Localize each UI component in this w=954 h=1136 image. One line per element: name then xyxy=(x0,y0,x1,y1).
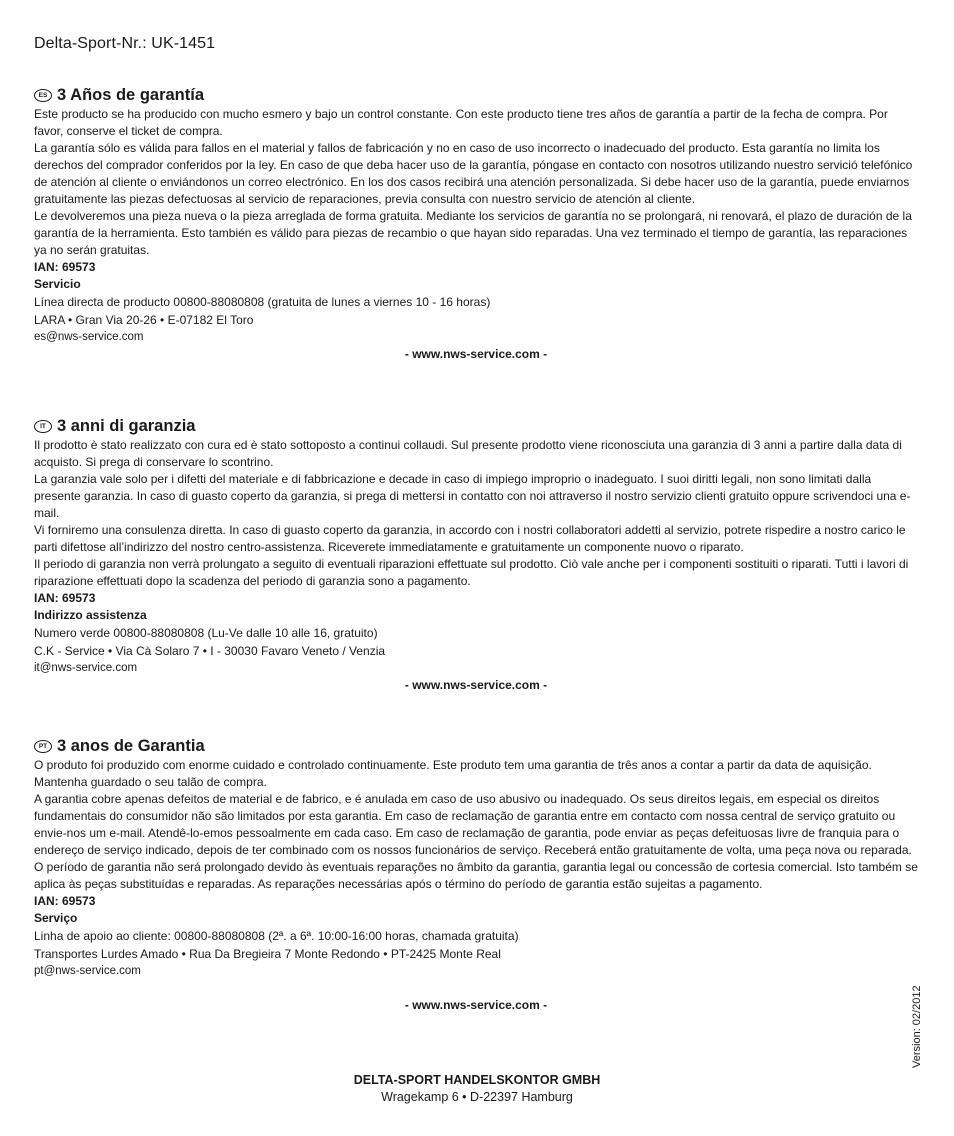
service-website-link[interactable]: - www.nws-service.com - xyxy=(404,678,548,692)
country-flag-icon: IT xyxy=(34,420,52,433)
service-address: Transportes Lurdes Amado • Rua Da Bregieira 7 Monte Redondo • PT-2425 Monte Real xyxy=(34,947,501,961)
section-heading xyxy=(34,415,918,437)
section-heading xyxy=(34,84,918,106)
section-heading xyxy=(34,735,918,757)
ian-number: IAN: 69573 xyxy=(34,260,96,274)
service-heading: Servicio xyxy=(34,277,81,291)
warranty-paragraph: Il prodotto è stato realizzato con cura ed è stato sottoposto a continui collaudi. Sul presente prodotto viene riconosciuta una garanzia di 3 anni a partire dalla data di acquisto. Si prega di conservare lo scontrino. xyxy=(34,438,902,469)
warranty-paragraph: Le devolveremos una pieza nueva o la pieza arreglada de forma gratuita. Mediante los servicios de garantía no se prolongará, ni renovará, el plazo de duración de la garantía de la herramienta. Esto también es válido para piezas de recambio o que hayan sido reparadas. Una vez terminado el tiempo de garantía, las reparaciones ya no serán gratuitas. xyxy=(34,209,912,257)
warranty-section-pt xyxy=(34,735,918,1014)
warranty-paragraph: O produto foi produzido com enorme cuidado e controlado continuamente. Este produto tem uma garantia de três anos a contar a partir da data de aquisição. Mantenha guardado o seu talão de compra. xyxy=(34,758,872,789)
warranty-paragraph: Il periodo di garanzia non verrà prolungato a seguito di eventuali riparazioni effettuate sul prodotto. Ciò vale anche per i componenti sostituiti o riparati. Tutti i lavori di riparazione effettuati dopo la scadenza del periodo di garanzia sono a pagamento. xyxy=(34,557,909,588)
warranty-paragraph: La garantía sólo es válida para fallos en el material y fallos de fabricación y no en caso de uso incorrecto o inadecuado del producto. Esta garantía no limita los derechos del comprador conferidos por la ley. En caso de que deba hacer uso de la garantía, póngase en contacto con nosotros utilizando nuestro servició telefónico de atención al cliente o enviándonos un correo electrónico. En los dos casos recibirá una atención personalizada. Si debe hacer uso de la garantía, puede enviarnos gratuitamente las piezas defectuosas al servicio de reparaciones, previa consulta con nuestro servicio de atención al cliente. xyxy=(34,141,913,206)
footer-company: DELTA-SPORT HANDELSKONTOR GMBH xyxy=(353,1073,601,1087)
service-hotline: Línea directa de producto 00800-88080808 (gratuita de lunes a viernes 10 - 16 horas) xyxy=(34,295,491,309)
country-flag-icon: ES xyxy=(34,89,52,102)
ian-number: IAN: 69573 xyxy=(34,591,96,605)
service-email[interactable]: pt@nws-service.com xyxy=(34,965,141,977)
warranty-section-es xyxy=(34,84,918,363)
service-email[interactable]: es@nws-service.com xyxy=(34,331,144,343)
section-title: 3 Años de garantía xyxy=(57,85,205,104)
country-flag-icon: PT xyxy=(34,740,52,753)
warranty-paragraph: Este producto se ha producido con mucho esmero y bajo un control constante. Con este producto tiene tres años de garantía a partir de la fecha de compra. Por favor, conserve el ticket de compra. xyxy=(34,107,888,138)
service-heading: Indirizzo assistenza xyxy=(34,608,147,622)
footer-address: Wragekamp 6 • D-22397 Hamburg xyxy=(381,1090,573,1104)
ian-number: IAN: 69573 xyxy=(34,894,96,908)
service-website-link[interactable]: - www.nws-service.com - xyxy=(404,998,548,1012)
warranty-section-it xyxy=(34,415,918,694)
section-title: 3 anni di garanzia xyxy=(57,416,196,435)
service-hotline: Linha de apoio ao cliente: 00800-88080808 (2ª. a 6ª. 10:00-16:00 horas, chamada gratuita) xyxy=(34,929,519,943)
version-label: Version: 02/2012 xyxy=(911,985,923,1068)
service-email[interactable]: it@nws-service.com xyxy=(34,662,138,674)
service-website-link[interactable]: - www.nws-service.com - xyxy=(404,347,548,361)
service-hotline: Numero verde 00800-88080808 (Lu-Ve dalle 10 alle 16, gratuito) xyxy=(34,626,378,640)
service-address: LARA • Gran Via 20-26 • E-07182 El Toro xyxy=(34,313,254,327)
section-title: 3 anos de Garantia xyxy=(57,736,205,755)
warranty-paragraph: Vi forniremo una consulenza diretta. In caso di guasto coperto da garanzia, in accordo con i nostri collaboratori addetti al servizio, potrete rispedire a nostro carico le parti difettose all’indirizzo del nostro centro-assistenza. Riceverete immediatamente e gratuitamente un componente nuovo o riparato. xyxy=(34,523,906,554)
warranty-paragraph: La garanzia vale solo per i difetti del materiale e di fabbricazione e decade in caso di impiego improprio o inadeguato. I suoi diritti legali, non sono limitati dalla presente garanzia. In caso di guasto coperto da garanzia, si prega di mettersi in contatto con noi attraverso il nostro servizio clienti gratuito oppure scrivendoci una e-mail. xyxy=(34,472,911,520)
service-address: C.K - Service • Via Cà Solaro 7 • I - 30030 Favaro Veneto / Venzia xyxy=(34,644,386,658)
document-number: Delta-Sport-Nr.: UK-1451 xyxy=(34,35,216,52)
warranty-paragraph: A garantia cobre apenas defeitos de material e de fabrico, e é anulada em caso de uso abusivo ou inadequado. Os seus direitos legais, em especial os direitos fundamentais do consumidor não são limitados por esta garantia. Em caso de reclamação de garantia entre em contacto com nossa central de serviço gratuito ou envie-nos um e-mail. Atendê-lo-emos pessoalmente em cada caso. Em caso de reclamação de garantia, pode enviar as peças defeituosas livre de franquia para o endereço de serviço indicado, depois de ter combinado com os nossos funcionários de serviço. Receberá então gratuitamente de volta, uma peça nova ou reparada. xyxy=(34,792,912,857)
warranty-paragraph: O período de garantia não será prolongado devido às eventuais reparações no âmbito da garantia, garantia legal ou concessão de cortesia comercial. Isto também se aplica às peças substituídas e reparadas. As reparações necessárias após o término do período de garantia estão sujeitas a pagamento. xyxy=(34,860,918,891)
service-heading: Serviço xyxy=(34,911,78,925)
